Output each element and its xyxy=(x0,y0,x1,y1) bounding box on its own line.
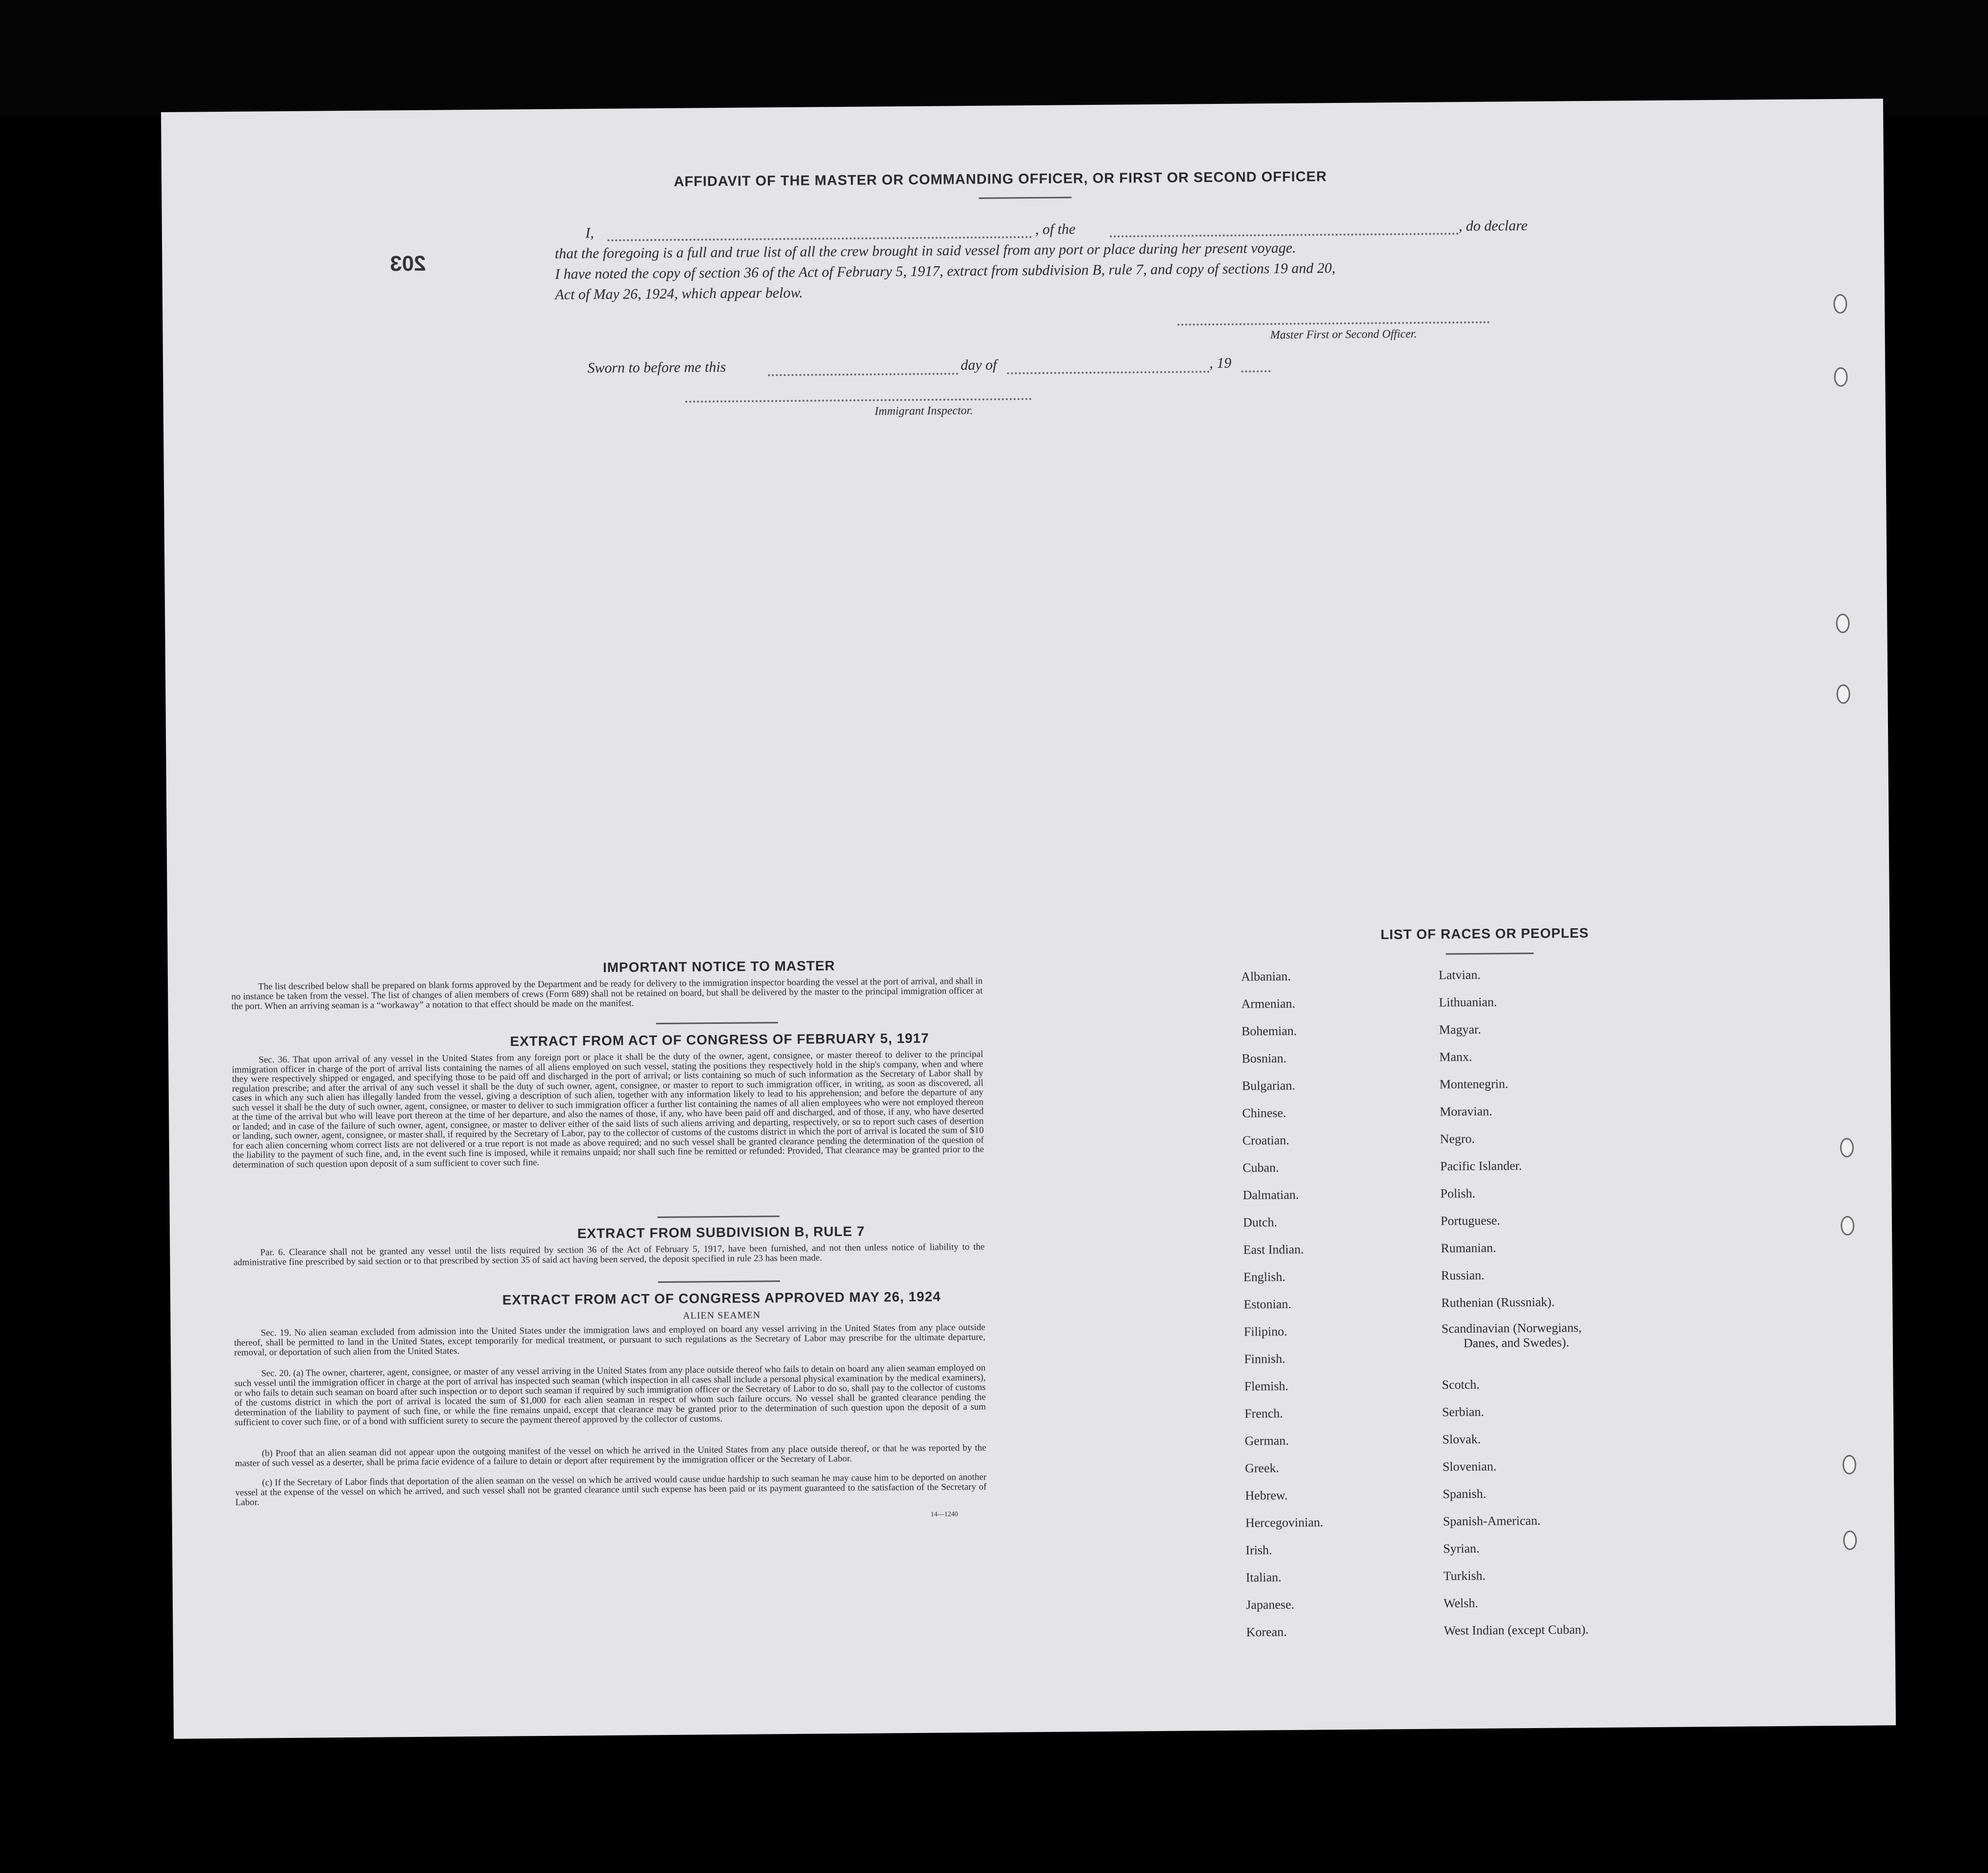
year-label: , 19 xyxy=(1209,355,1232,372)
affidavit-line2: that the foregoing is a full and true list of all the crew brought in said vessel from any port or place during her present voyage. xyxy=(555,239,1296,262)
races-rule xyxy=(1446,953,1534,955)
race-right: Lithuanian. xyxy=(1439,995,1497,1010)
race-right: Latvian. xyxy=(1438,967,1481,982)
race-right: Spanish-American. xyxy=(1443,1513,1541,1529)
punch-hole xyxy=(1836,684,1850,704)
punch-hole xyxy=(1834,367,1847,387)
alien-seamen-subheading: ALIEN SEAMEN xyxy=(683,1310,761,1321)
race-left: French. xyxy=(1244,1406,1283,1421)
vessel-blank xyxy=(1110,233,1459,238)
heading-rule xyxy=(979,197,1071,199)
scan-border-top xyxy=(0,0,1988,115)
subdivision-b-rule xyxy=(658,1280,780,1283)
race-left: East Indian. xyxy=(1243,1242,1304,1257)
inspector-signature-line xyxy=(685,398,1032,403)
race-left: Japanese. xyxy=(1245,1597,1295,1612)
race-left: Hebrew. xyxy=(1245,1488,1288,1503)
race-right: Syrian. xyxy=(1443,1541,1480,1556)
race-right: Scotch. xyxy=(1442,1377,1480,1392)
form-code: 14—1240 xyxy=(930,1511,958,1518)
notice-text: The list described below shall be prepared on blank forms approved by the Department and be ready for delivery to the immigration inspector boarding the vessel at the port of arrival, and shall in no instance be taken from the vessel. The list of changes of alien members of crews (Form 689) shall not be retained on board, but shall be delivered by the master to the principal immigration officer at the port. When an arriving seaman is a “workaway” a notation to that effect should be made on the manifest. xyxy=(231,976,983,1012)
year-blank xyxy=(1241,370,1270,372)
page-number: 203 xyxy=(390,251,426,276)
subdivision-b-heading: EXTRACT FROM SUBDIVISION B, RULE 7 xyxy=(577,1223,865,1241)
race-left: Hercegovinian. xyxy=(1245,1515,1324,1530)
race-left: Filipino. xyxy=(1244,1324,1287,1339)
notice-heading: IMPORTANT NOTICE TO MASTER xyxy=(602,958,835,975)
race-left: Chinese. xyxy=(1242,1105,1286,1120)
race-left: Estonian. xyxy=(1244,1296,1291,1312)
race-right: Russian. xyxy=(1441,1268,1485,1283)
race-left: German. xyxy=(1245,1433,1289,1448)
punch-hole xyxy=(1841,1216,1854,1235)
extract-1917-text: Sec. 36. That upon arrival of any vessel in the United States from any foreign port or place it shall be the duty of the owner, agent, consignee, or master thereof to deliver to the principal immigration officer in charge of the port of arrival lists containing the names of all aliens employed on such vessel, stating the positions they respectively hold in the ship's company, when and where they were respectively shipped or engaged, and specifying those to be paid off and discharged in the port of arrival; or lists containing so much of such information as the Secretary of Labor shall by regulation prescribe; and after the arrival of any such vessel it shall be the duty of such owner, agent, consignee, or master to report to such immigration officer, in writing, as soon as discovered, all cases in which any such alien has illegally landed from the vessel, giving a description of such alien, together with any information likely to lead to his apprehension; and before the departure of any such vessel it shall be the duty of such owner, agent, consignee, or master to deliver to such immigration officer a further list containing the names of all alien employees who were not employed thereon at the time of the arrival but who will leave port thereon at the time of her departure, and also the names of those, if any, who have been paid off and discharged, and of those, if any, who have deserted or landed; and in case of the failure of such owner, agent, consignee, or master to deliver either of the said lists of such aliens arriving and departing, respectively, or so to report such cases of desertion or landing, such owner, agent, consignee, or master shall, if required by the Secretary of Labor, pay to the collector of customs of the customs district in which the port of arrival is located the sum of $10 for each alien concerning whom correct lists are not delivered or a true report is not made as above required; and no such vessel shall be granted clearance pending the determination of the question of the liability to the payment of such fine, and, in the event such fine is imposed, while it remains unpaid; nor shall such fine be remitted or refunded: Provided, That clearance may be granted prior to the determination of such question upon deposit of a sum sufficient to cover such fine. xyxy=(232,1049,984,1170)
sec-19-text: Sec. 19. No alien seaman excluded from admission into the United States under the immigration laws and employed on board any vessel arriving in the United States from any place outside thereof, shall be permitted to land in the United States, except temporarily for medical treatment, or pursuant to such regulations as the Secretary of Labor may prescribe for the ultimate departure, removal, or deportation of such alien from the United States. xyxy=(234,1322,985,1358)
punch-hole xyxy=(1836,614,1849,633)
race-left: Finnish. xyxy=(1244,1351,1285,1366)
race-left: Dalmatian. xyxy=(1243,1187,1299,1202)
race-right: Danes, and Swedes). xyxy=(1463,1335,1569,1351)
race-right: Turkish. xyxy=(1443,1568,1486,1583)
race-left: Croatian. xyxy=(1242,1133,1289,1148)
affidavit-line4: Act of May 26, 1924, which appear below. xyxy=(555,284,803,303)
race-right: Slovenian. xyxy=(1442,1459,1497,1474)
race-left: Italian. xyxy=(1245,1570,1282,1585)
extract-1917-heading: EXTRACT FROM ACT OF CONGRESS OF FEBRUARY 5, 1917 xyxy=(510,1030,929,1049)
master-signature-label: Master First or Second Officer. xyxy=(1270,327,1417,342)
race-right: Moravian. xyxy=(1440,1104,1492,1119)
races-heading: LIST OF RACES OR PEOPLES xyxy=(1380,925,1589,942)
race-left: Greek. xyxy=(1245,1461,1280,1475)
do-declare-label: , do declare xyxy=(1458,218,1528,235)
sworn-day-blank xyxy=(768,373,958,376)
i-label: I, xyxy=(585,225,594,241)
race-right: Negro. xyxy=(1440,1131,1475,1146)
race-right: Montenegrin. xyxy=(1439,1076,1508,1092)
day-of-label: day of xyxy=(960,357,997,374)
affidavit-line3: I have noted the copy of section 36 of the Act of February 5, 1917, extract from subdivision B, rule 7, and copy of sections 19 and 20, xyxy=(555,260,1336,282)
race-left: Bosnian. xyxy=(1242,1051,1287,1066)
extract-1917-rule xyxy=(658,1215,780,1218)
punch-hole xyxy=(1843,1531,1857,1550)
race-left: Flemish. xyxy=(1244,1378,1288,1394)
race-right: Pacific Islander. xyxy=(1440,1158,1522,1174)
race-right: Magyar. xyxy=(1439,1022,1481,1037)
race-right: Slovak. xyxy=(1442,1432,1481,1447)
document-sheet xyxy=(161,99,1896,1739)
inspector-signature-label: Immigrant Inspector. xyxy=(874,404,973,418)
race-right: Spanish. xyxy=(1443,1486,1486,1501)
race-right: Welsh. xyxy=(1443,1595,1479,1611)
subdivision-b-text: Par. 6. Clearance shall not be granted any vessel until the lists required by section 36 of the Act of February 5, 1917, have been furnished, and not then unless notice of liability to the administrative fine prescribed by said section or to that prescribed by section 35 of said act having been served, the deposit specified in rule 23 has been made. xyxy=(233,1241,985,1268)
race-right: West Indian (except Cuban). xyxy=(1444,1622,1589,1638)
of-the-label: , of the xyxy=(1035,221,1076,238)
race-left: Bulgarian. xyxy=(1242,1078,1295,1093)
name-blank xyxy=(607,236,1032,241)
race-right: Portuguese. xyxy=(1440,1213,1501,1228)
race-left: Albanian. xyxy=(1241,969,1291,984)
race-right: Rumanian. xyxy=(1441,1240,1496,1255)
race-left: Irish. xyxy=(1245,1543,1272,1557)
race-left: Armenian. xyxy=(1241,996,1296,1011)
race-right: Manx. xyxy=(1439,1049,1472,1064)
race-left: Dutch. xyxy=(1243,1215,1278,1230)
punch-hole xyxy=(1840,1138,1854,1157)
master-signature-line xyxy=(1177,321,1489,326)
affidavit-heading: AFFIDAVIT OF THE MASTER OR COMMANDING OFFICER, OR FIRST OR SECOND OFFICER xyxy=(674,169,1327,190)
punch-hole xyxy=(1843,1455,1856,1474)
sec-20c-text: (c) If the Secretary of Labor finds that deportation of the alien seaman on the vessel on which he arrived would cause undue hardship to such seaman he may cause him to be deported on another vessel at the expense of the vessel on which he arrived, and such vessel shall not be granted clearance until such expense has been paid or its payment guaranteed to the satisfaction of the Secretary of Labor. xyxy=(235,1472,987,1508)
race-left: Cuban. xyxy=(1242,1160,1279,1175)
affidavit-line1 xyxy=(585,217,1673,242)
race-left: Korean. xyxy=(1246,1624,1287,1639)
extract-1924-heading: EXTRACT FROM ACT OF CONGRESS APPROVED MAY 26, 1924 xyxy=(502,1289,941,1308)
punch-hole xyxy=(1833,294,1847,314)
sworn-month-blank xyxy=(1007,371,1209,374)
race-left: English. xyxy=(1243,1269,1285,1284)
notice-rule xyxy=(656,1022,778,1024)
sworn-line xyxy=(587,354,1319,377)
race-left: Bohemian. xyxy=(1241,1023,1297,1038)
race-right: Polish. xyxy=(1440,1186,1476,1201)
race-right: Ruthenian (Russniak). xyxy=(1441,1295,1555,1310)
sec-20b-text: (b) Proof that an alien seaman did not appear upon the outgoing manifest of the vessel on which he arrived in the United States from any place outside thereof, or that he was reported by the master of such vessel as a deserter, shall be prima facie evidence of a failure to detain or deport after requirement by the immigration officer or the Secretary of Labor. xyxy=(235,1442,986,1469)
sworn-label: Sworn to before me this xyxy=(587,359,726,377)
race-right: Scandinavian (Norwegians, xyxy=(1441,1320,1582,1336)
race-right: Serbian. xyxy=(1442,1404,1485,1419)
sec-20a-text: Sec. 20. (a) The owner, charterer, agent, consignee, or master of any vessel arriving in the United States from any place outside thereof who fails to detain on board any alien seaman employed on such vessel until the immigration officer in charge at the port of arrival has inspected such seaman (which inspection in all cases shall include a personal physical examination by the medical examiners), or who fails to detain such seaman on board after such inspection or to deport such seaman if required by such immigration officer or the Secretary of Labor to do so, shall pay to the collector of customs of the customs district in which the port of arrival is located the sum of $1,000 for each alien seaman in respect of whom such failure occurs. No vessel shall be granted clearance pending the determination of the liability to payment of such fine, or while the fine remains unpaid, except that clearance may be granted prior to the determination of such question upon the deposit of a sum sufficient to cover such fine, or of a bond with sufficient surety to secure the payment thereof approved by the collector of customs. xyxy=(234,1362,986,1428)
